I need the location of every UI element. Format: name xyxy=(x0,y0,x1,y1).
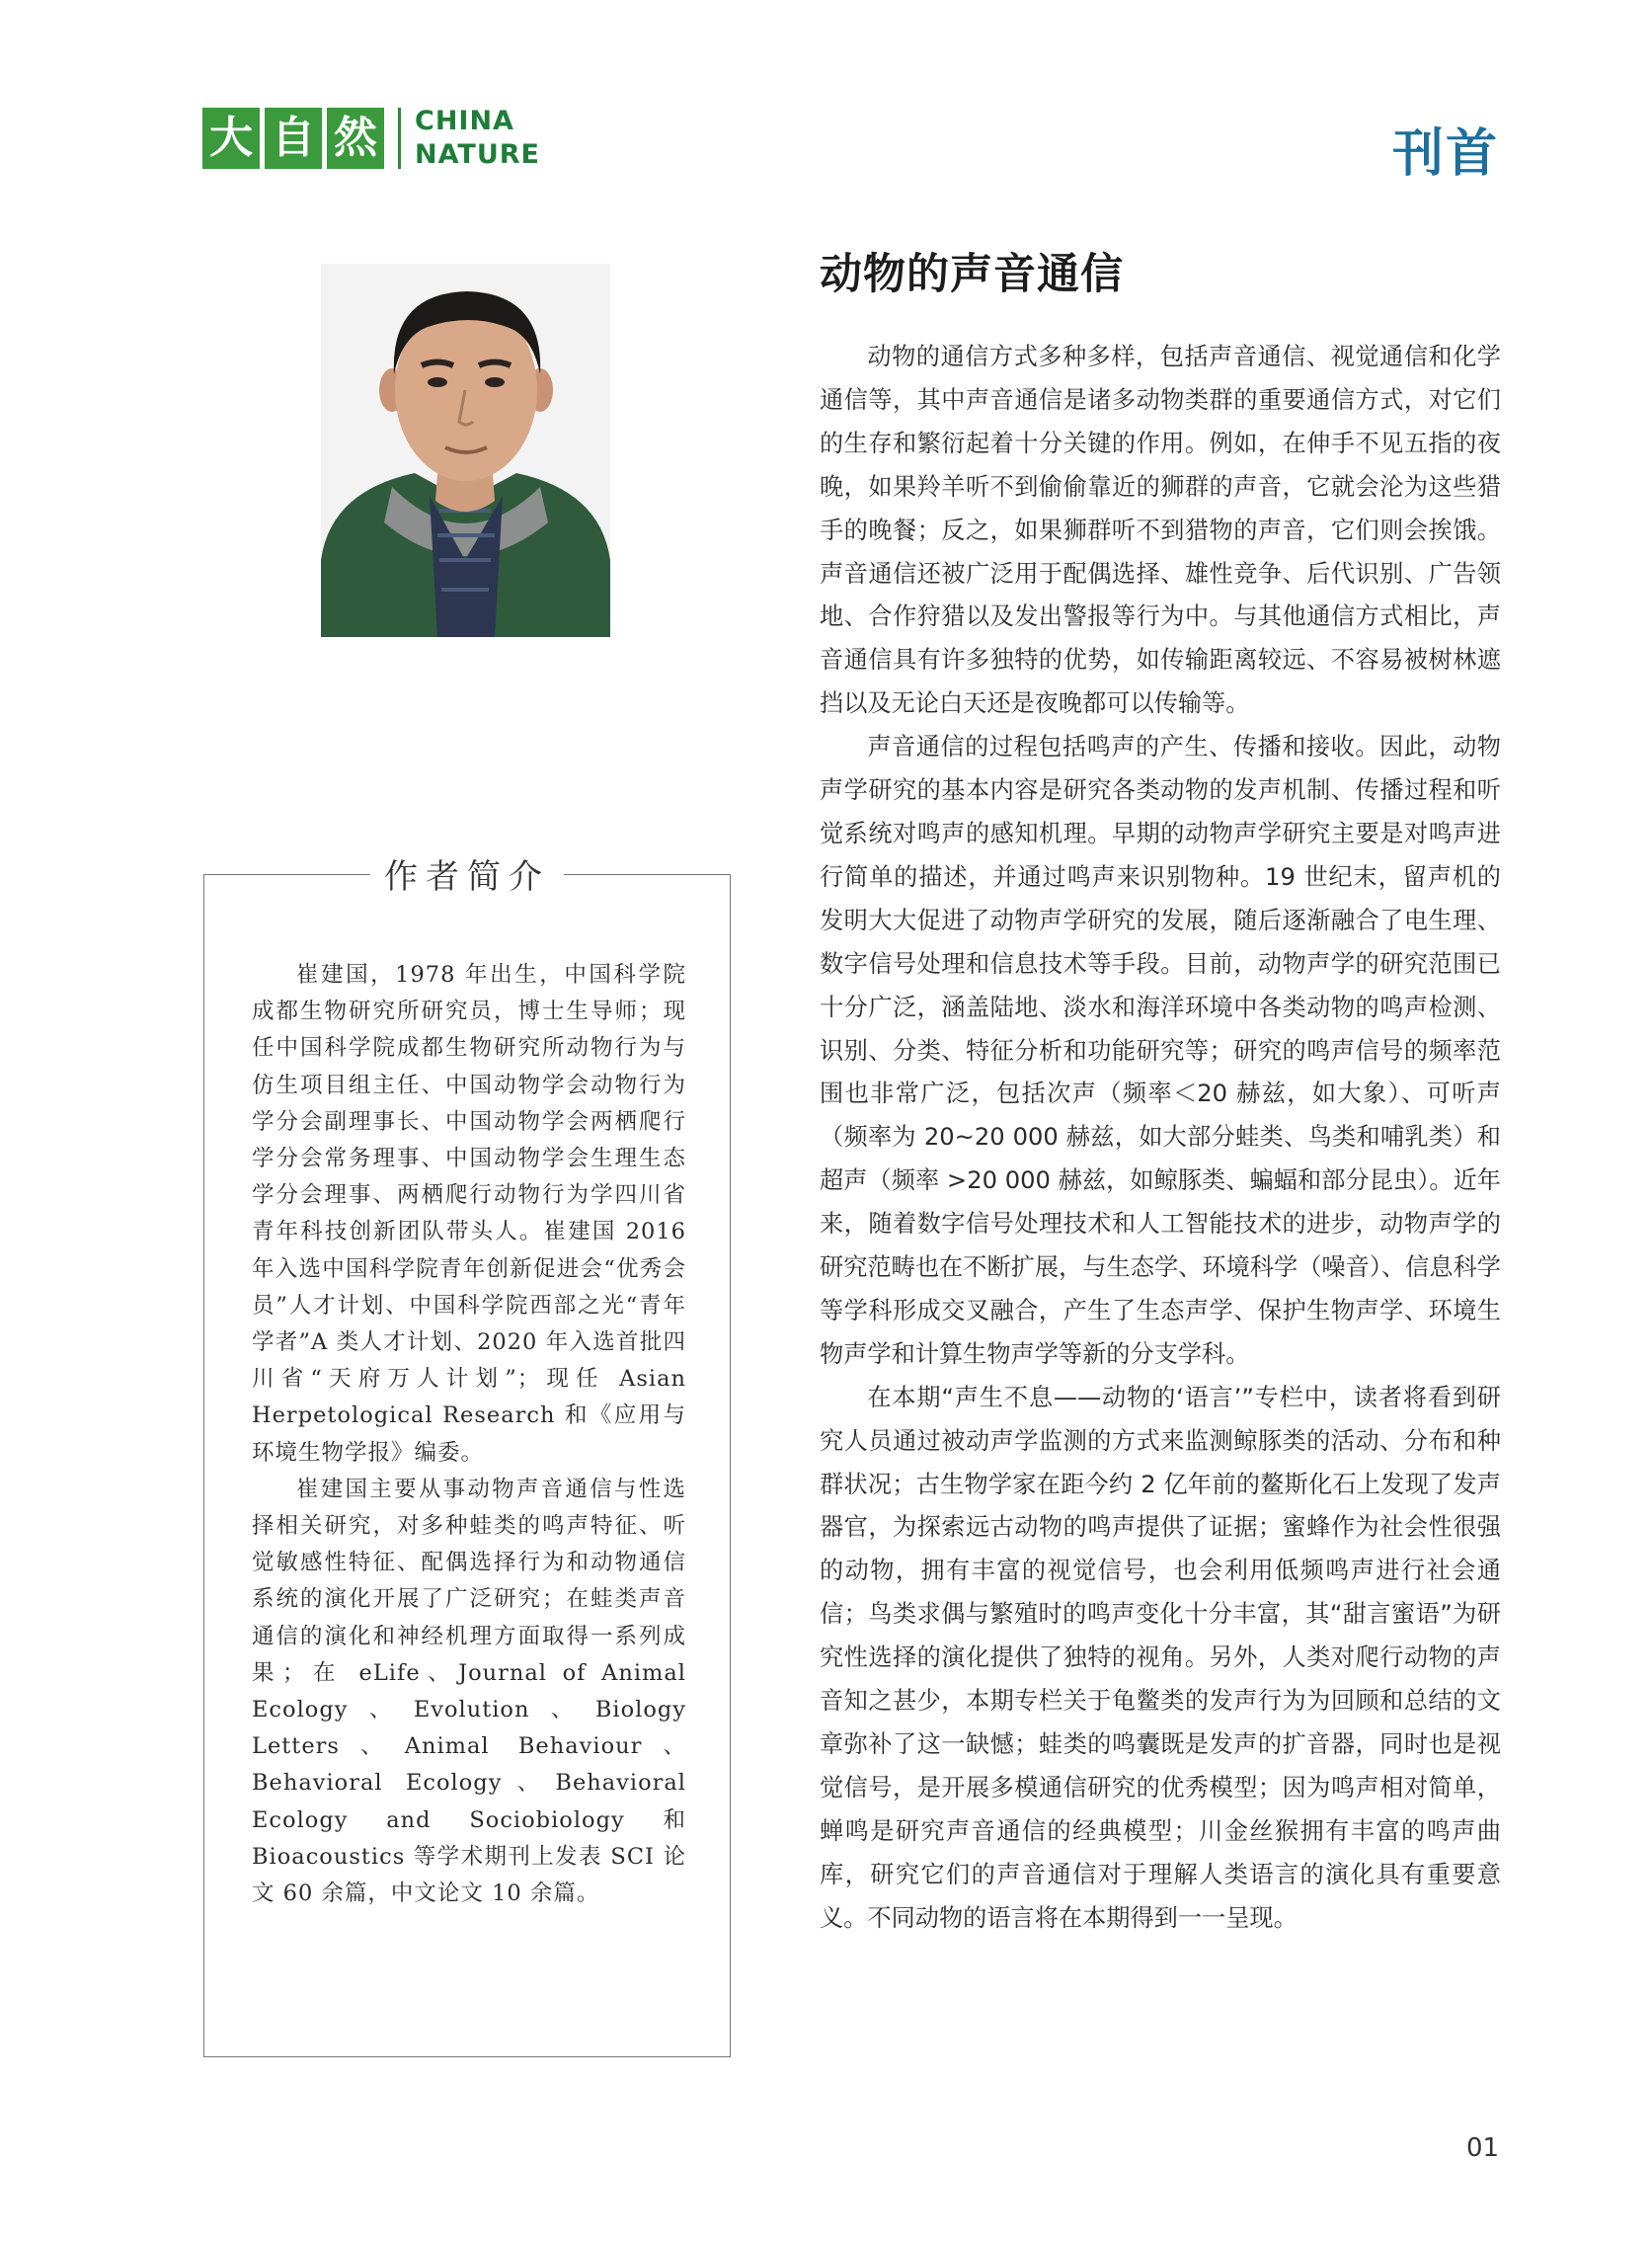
article-paragraph: 声音通信的过程包括鸣声的产生、传播和接收。因此，动物声学研究的基本内容是研究各类动物的发声机制、传播过程和听觉系统对鸣声的感知机理。早期的动物声学研究主要是对鸣声进行简单的描述，并通过鸣声来识别物种。19 世纪末，留声机的发明大大促进了动物声学研究的发展，随后逐渐融合了电生理、数字信号处理和信息技术等手段。目前，动物声学的研究范围已十分广泛，涵盖陆地、淡水和海洋环境中各类动物的鸣声检测、识别、分类、特征分析和功能研究等；研究的鸣声信号的频率范围也非常广泛，包括次声（频率＜20 赫兹，如大象）、可听声（频率为 20~20 000 赫兹，如大部分蛙类、鸟类和哺乳类）和超声（频率 >20 000 赫兹，如鲸豚类、蝙蝠和部分昆虫）。近年来，随着数字信号处理技术和人工智能技术的进步，动物声学的研究范畴也在不断扩展，与生态学、环境科学（噪音）、信息科学等学科形成交叉融合，产生了生态声学、保护生物声学、环境生物声学和计算生物声学等新的分支学科。 xyxy=(820,733,1501,1368)
logo-char: 然 xyxy=(327,108,384,169)
article-paragraph: 动物的通信方式多种多样，包括声音通信、视觉通信和化学通信等，其中声音通信是诸多动物类群的重要通信方式，对它们的生存和繁衍起着十分关键的作用。例如，在伸手不见五指的夜晚，如果羚羊听不到偷偷靠近的狮群的声音，它就会沦为这些猎手的晚餐；反之，如果狮群听不到猎物的声音，它们则会挨饿。声音通信还被广泛用于配偶选择、雄性竞争、后代识别、广告领地、合作狩猎以及发出警报等行为中。与其他通信方式相比，声音通信具有许多独特的优势，如传输距离较远、不容易被树林遮挡以及无论白天还是夜晚都可以传输等。 xyxy=(820,343,1501,718)
logo-char: 自 xyxy=(265,108,322,169)
article-body xyxy=(820,336,1501,1941)
author-portrait-illustration xyxy=(321,264,610,637)
author-photo xyxy=(321,264,610,637)
bio-paragraph: 崔建国主要从事动物声音通信与性选择相关研究，对多种蛙类的鸣声特征、听觉敏感性特征、配偶选择行为和动物通信系统的演化开展了广泛研究；在蛙类声音通信的演化和神经机理方面取得一系列成果；在 eLife、Journal of Animal Ecology、Evolution、Biology Letters、Animal Behaviour、Behavioral Ecology、Behavioral Ecology and Sociobiology 和 Bioacoustics 等学术期刊上发表 SCI 论文 60 余篇，中文论文 10 余篇。 xyxy=(252,1476,686,1907)
magazine-logo xyxy=(202,107,540,170)
author-bio-text xyxy=(252,957,686,1912)
logo-char: 大 xyxy=(202,108,260,169)
section-label: 刊首 xyxy=(1392,124,1500,184)
logo-tiles xyxy=(202,108,384,169)
author-bio-box xyxy=(203,857,731,2057)
logo-en-line1: CHINA xyxy=(415,106,514,136)
author-bio-heading: 作者简介 xyxy=(370,849,564,898)
bio-paragraph: 崔建国，1978 年出生，中国科学院成都生物研究所研究员，博士生导师；现任中国科学院成都生物研究所动物行为与仿生项目组主任、中国动物学会动物行为学分会副理事长、中国动物学会两栖爬行学分会常务理事、中国动物学会生理生态学分会理事、两栖爬行动物行为学四川省青年科技创新团队带头人。崔建国 2016 年入选中国科学院青年创新促进会“优秀会员”人才计划、中国科学院西部之光“青年学者”A 类人才计划、2020 年入选首批四川省“天府万人计划”；现任 Asian Herpetological Research 和《应用与环境生物学报》编委。 xyxy=(252,962,686,1466)
logo-english xyxy=(415,105,540,172)
article-title: 动物的声音通信 xyxy=(820,250,1124,299)
article-paragraph: 在本期“声生不息——动物的‘语言’”专栏中，读者将看到研究人员通过被动声学监测的方式来监测鲸豚类的活动、分布和种群状况；古生物学家在距今约 2 亿年前的鳌斯化石上发现了发声器官，为探索远古动物的鸣声提供了证据；蜜蜂作为社会性很强的动物，拥有丰富的视觉信号，也会利用低频鸣声进行社会通信；鸟类求偶与繁殖时的鸣声变化十分丰富，其“甜言蜜语”为研究性选择的演化提供了独特的视角。另外，人类对爬行动物的声音知之甚少，本期专栏关于龟鳖类的发声行为为回顾和总结的文章弥补了这一缺憾；蛙类的鸣囊既是发声的扩音器，同时也是视觉信号，是开展多模通信研究的优秀模型；因为鸣声相对简单，蝉鸣是研究声音通信的经典模型；川金丝猴拥有丰富的鸣声曲库，研究它们的声音通信对于理解人类语言的演化具有重要意义。不同动物的语言将在本期得到一一呈现。 xyxy=(820,1383,1501,1932)
logo-en-line2: NATURE xyxy=(415,139,540,170)
logo-divider xyxy=(398,108,401,169)
page-number: 01 xyxy=(1466,2133,1500,2163)
